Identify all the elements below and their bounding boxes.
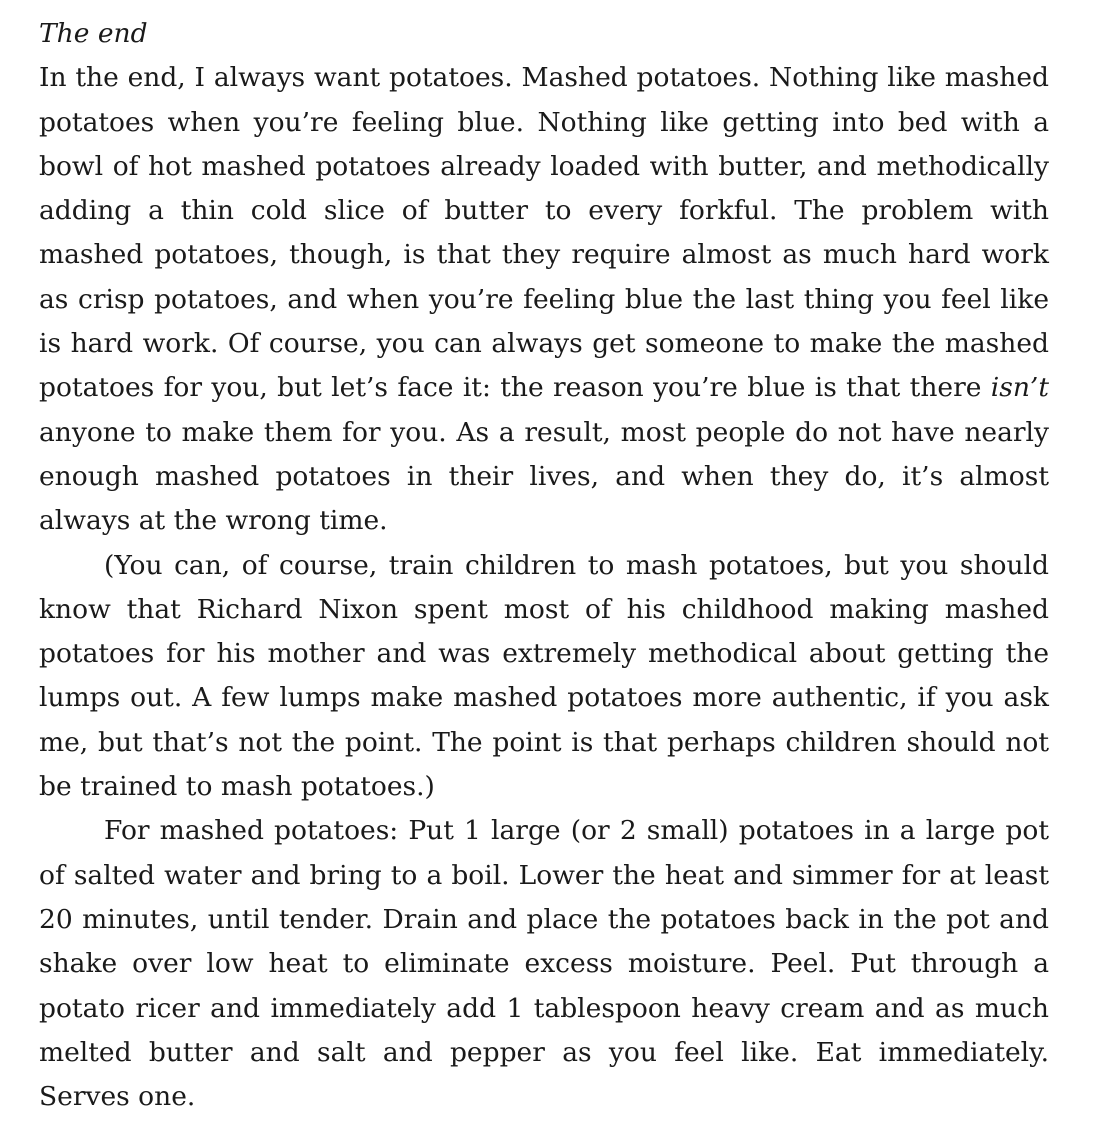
section-title: The end bbox=[39, 18, 148, 49]
document-page bbox=[39, 12, 1049, 1119]
paragraph-intro-emphasis: isn’t bbox=[990, 372, 1049, 404]
paragraph-aside: (You can, of course, train children to mash potatoes, but you should know that Richard Nixon spent most of his childhood making mashed potatoes for his mother and was extremely methodical about getting the lumps out. A few lumps make mashed potatoes more authentic, if you ask me, but that’s not the point. The point is that perhaps children should not be trained to mash potatoes.) bbox=[39, 549, 1049, 803]
paragraph-intro-text-1: In the end, I always want potatoes. Mashed potatoes. Nothing like mashed potatoes when you’re feeling blue. Nothing like getting into bed with a bowl of hot mashed potatoes already loaded with butter, and methodically adding a thin cold slice of butter to every forkful. The problem with mashed potatoes, though, is that they require almost as much hard work as crisp potatoes, and when you’re feeling blue the last thing you feel like is hard work. Of course, you can always get someone to make the mashed potatoes for you, but let’s face it: the reason you’re blue is that there bbox=[39, 62, 1049, 404]
paragraph-intro-text-2: anyone to make them for you. As a result, most people do not have nearly enough mashed potatoes in their lives, and when they do, it’s almost always at the wrong time. bbox=[39, 416, 1049, 537]
paragraph-recipe: For mashed potatoes: Put 1 large (or 2 small) potatoes in a large pot of salted water and bring to a boil. Lower the heat and simmer for at least 20 minutes, until tender. Drain and place the potatoes back in the pot and shake over low heat to eliminate excess moisture. Peel. Put through a potato ricer and immediately add 1 tablespoon heavy cream and as much melted butter and salt and pepper as you feel like. Eat immediately. Serves one. bbox=[39, 815, 1049, 1113]
paragraph-intro bbox=[39, 56, 1049, 543]
